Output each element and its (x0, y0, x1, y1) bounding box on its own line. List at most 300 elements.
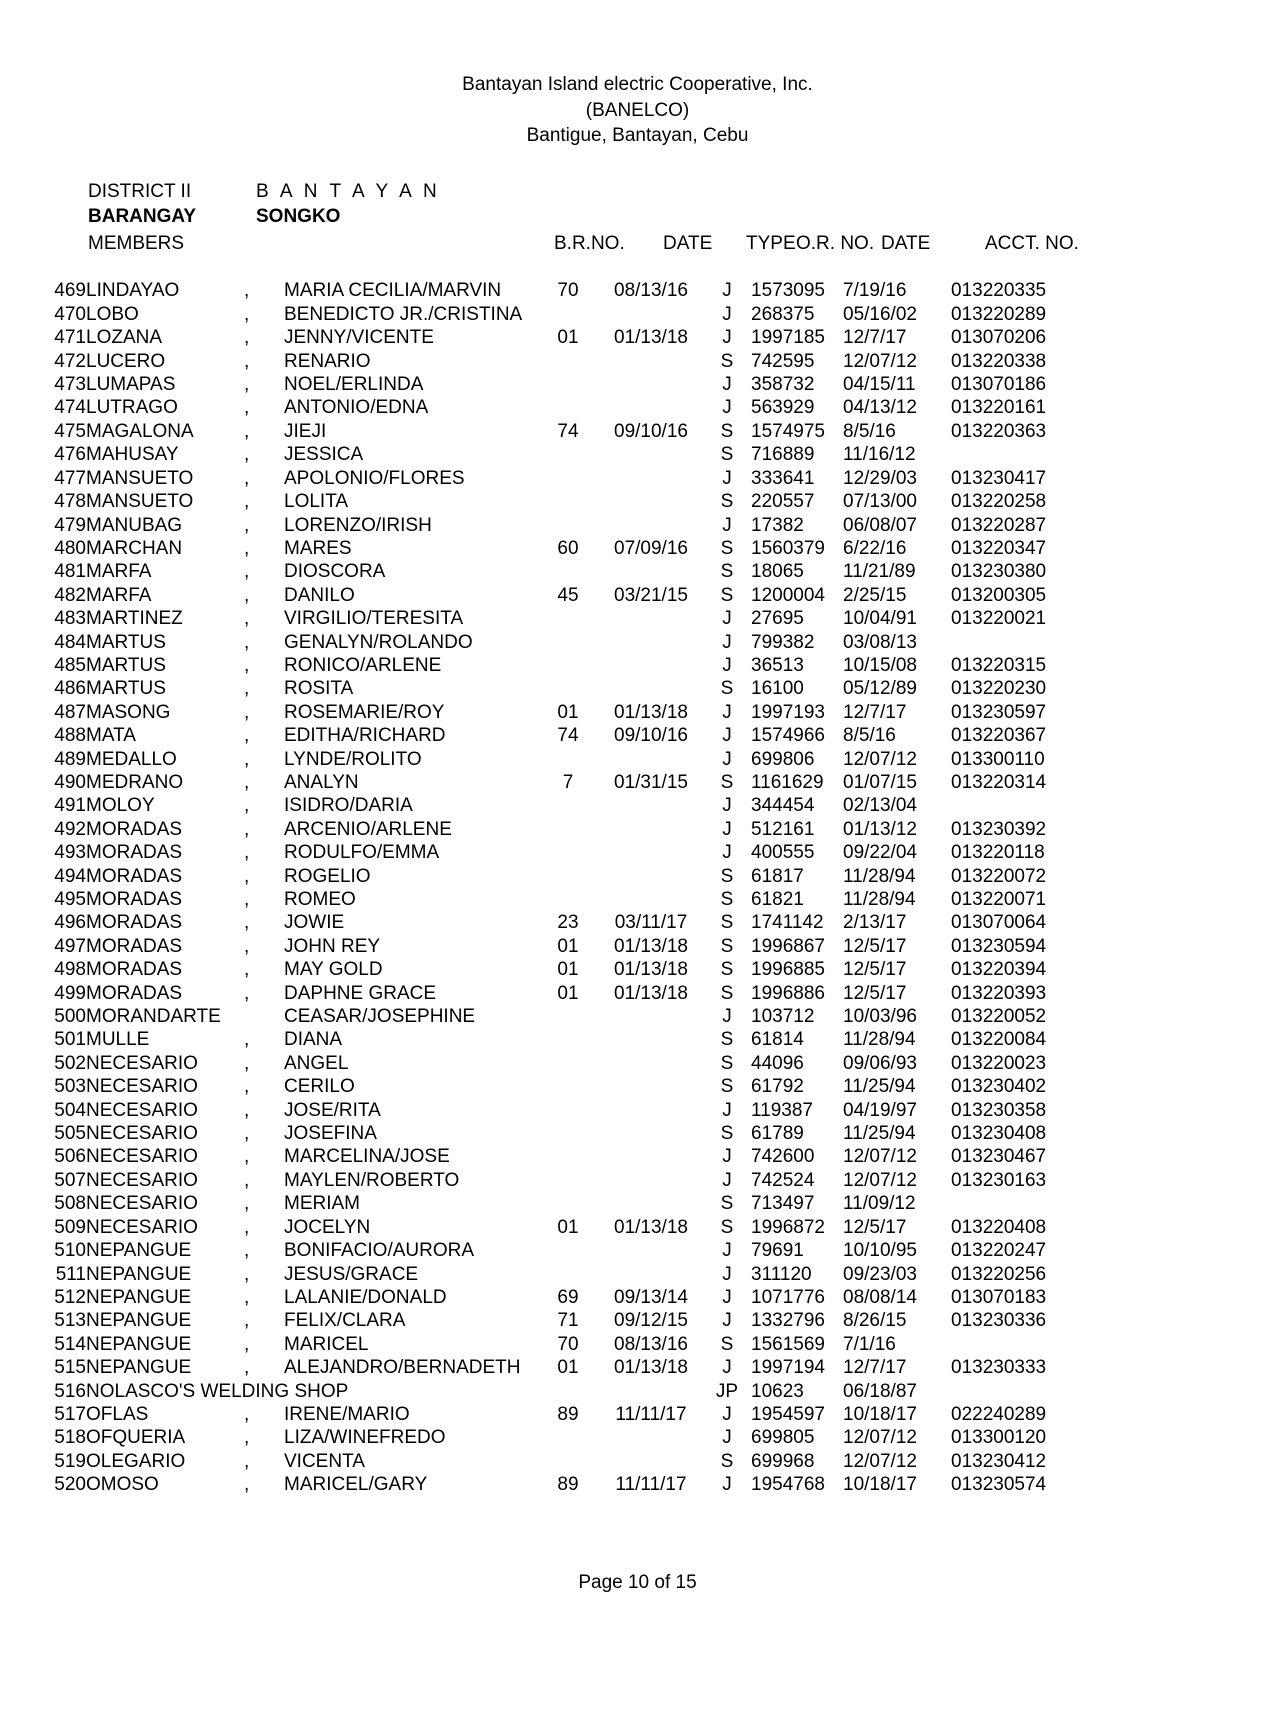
table-row (44, 1356, 1071, 1379)
type-value: S (720, 678, 734, 700)
member-first-name: ANALYN (284, 771, 359, 793)
or-date-value: 10/18/17 (843, 1403, 917, 1425)
member-last-name: MARTUS (86, 631, 166, 653)
acct-no-value: 013220256 (951, 1263, 1047, 1285)
or-date-value: 7/1/16 (843, 1333, 896, 1355)
table-row (44, 420, 1071, 443)
table-row (44, 631, 1071, 654)
table-row (44, 818, 1071, 841)
row-number: 511 (55, 1263, 86, 1285)
br-no-value (537, 1122, 599, 1145)
member-first-name: APOLONIO/FLORES (284, 467, 465, 489)
row-number: 502 (54, 1052, 86, 1074)
member-first-name: ROMEO (284, 889, 356, 911)
type-value: J (722, 725, 732, 747)
br-no-value: 45 (557, 584, 579, 606)
type-value: J (722, 467, 732, 489)
member-last-name: MORANDARTE (86, 1006, 221, 1028)
br-date-value (599, 1192, 703, 1215)
type-value: J (722, 1286, 732, 1308)
type-value: S (720, 537, 734, 559)
members-table (44, 279, 1071, 1496)
member-last-name: MARFA (86, 561, 152, 583)
row-number: 477 (54, 467, 86, 489)
row-number: 471 (54, 327, 86, 349)
or-no-value: 716889 (751, 444, 815, 466)
acct-no-value: 013230408 (951, 1123, 1047, 1145)
name-separator: , (244, 1474, 250, 1496)
member-first-name: ALEJANDRO/BERNADETH (284, 1357, 521, 1379)
or-no-value: 512161 (751, 818, 815, 840)
member-last-name: OLEGARIO (86, 1450, 186, 1472)
member-last-name: NECESARIO (86, 1216, 198, 1238)
br-date-value (599, 888, 703, 911)
or-date-value: 12/07/12 (843, 1169, 917, 1191)
or-date-value: 12/7/17 (843, 1357, 907, 1379)
table-row (44, 1286, 1071, 1309)
or-no-value: 1997185 (751, 327, 825, 349)
br-date-value (599, 1145, 703, 1168)
member-last-name: NEPANGUE (86, 1333, 192, 1355)
br-date-value: 11/11/17 (615, 1474, 687, 1496)
row-number: 476 (54, 444, 86, 466)
br-no-value (537, 1169, 599, 1192)
br-no-value (537, 1005, 599, 1028)
members-header: MEMBERS (88, 233, 185, 255)
name-separator: , (244, 1029, 250, 1051)
or-no-value: 742600 (751, 1146, 815, 1168)
table-row (44, 888, 1071, 911)
type-value: S (720, 1333, 734, 1355)
row-number: 506 (54, 1146, 86, 1168)
or-date-value: 11/28/94 (843, 889, 916, 911)
or-no-value: 1997193 (751, 701, 825, 723)
br-date-value: 01/13/18 (614, 701, 688, 723)
or-date-value: 08/08/14 (843, 1286, 917, 1308)
or-no-value: 1741142 (751, 912, 824, 934)
br-date-value (599, 1099, 703, 1122)
br-date-header: DATE (663, 233, 713, 255)
br-date-value: 08/13/16 (614, 280, 688, 302)
member-last-name: MORADAS (86, 912, 183, 934)
br-no-value (537, 1099, 599, 1122)
table-row (44, 514, 1071, 537)
member-last-name: MAGALONA (86, 420, 194, 442)
or-no-value: 61789 (751, 1123, 804, 1145)
br-no-value (537, 1075, 599, 1098)
name-separator: , (244, 935, 250, 957)
member-first-name: ROSEMARIE/ROY (284, 701, 445, 723)
row-number: 485 (54, 654, 86, 676)
member-first-name: LIZA/WINEFREDO (284, 1427, 446, 1449)
member-last-name: LUTRAGO (86, 397, 178, 419)
br-date-value (599, 1263, 703, 1286)
member-first-name: DANILO (284, 584, 355, 606)
br-no-value (537, 1239, 599, 1262)
br-no-value: 01 (557, 701, 579, 723)
table-row (44, 373, 1071, 396)
or-date-value: 12/29/03 (843, 467, 917, 489)
member-last-name: MEDRANO (86, 771, 184, 793)
or-no-value: 61814 (751, 1029, 804, 1051)
or-date-value: 09/06/93 (843, 1052, 917, 1074)
or-no-value: 119387 (751, 1099, 813, 1121)
table-row (44, 443, 1071, 466)
br-date-value: 01/13/18 (614, 935, 688, 957)
br-no-value (537, 1380, 599, 1403)
page-footer: Page 10 of 15 (578, 1572, 697, 1593)
or-no-value: 699805 (751, 1427, 815, 1449)
row-number: 480 (54, 537, 86, 559)
type-value: J (722, 818, 732, 840)
acct-no-value: 013220338 (951, 350, 1047, 372)
br-date-value (599, 1122, 703, 1145)
table-row (44, 654, 1071, 677)
member-last-name: NECESARIO (86, 1193, 198, 1215)
table-row (44, 748, 1071, 771)
acct-no-value: 013230417 (951, 467, 1047, 489)
type-value: S (720, 771, 734, 793)
br-no-header: B.R.NO. (554, 233, 625, 255)
member-last-name: LUCERO (86, 350, 166, 372)
acct-no-value: 013230336 (951, 1310, 1047, 1332)
br-date-value (599, 560, 703, 583)
type-header: TYPE (746, 233, 796, 255)
br-no-value (537, 865, 599, 888)
acct-no-value: 013220023 (951, 1052, 1047, 1074)
table-row (44, 1263, 1071, 1286)
row-number: 495 (54, 889, 86, 911)
br-no-value (537, 1028, 599, 1051)
type-value: J (722, 327, 732, 349)
member-last-name: NECESARIO (86, 1076, 198, 1098)
br-date-value (599, 1169, 703, 1192)
or-no-value: 268375 (751, 303, 815, 325)
br-no-value: 89 (557, 1474, 579, 1496)
type-value: S (720, 912, 734, 934)
member-last-name: MARTINEZ (86, 608, 183, 630)
table-row (44, 1192, 1071, 1215)
member-first-name: MAY GOLD (284, 959, 383, 981)
member-first-name: MERIAM (284, 1193, 360, 1215)
acct-no-header: ACCT. NO. (985, 233, 1079, 255)
type-value: J (722, 1240, 732, 1262)
br-no-value: 01 (557, 982, 579, 1004)
acct-no-value: 013220071 (951, 889, 1047, 911)
or-no-value: 1954597 (751, 1403, 825, 1425)
member-last-name: MASONG (86, 701, 171, 723)
member-first-name: RODULFO/EMMA (284, 842, 440, 864)
row-number: 494 (54, 865, 86, 887)
row-number: 481 (54, 561, 86, 583)
type-value: J (722, 303, 732, 325)
or-no-value: 44096 (751, 1052, 804, 1074)
name-separator: , (244, 748, 250, 770)
type-value: J (722, 1403, 732, 1425)
member-first-name: MAYLEN/ROBERTO (284, 1169, 460, 1191)
or-no-value: 333641 (751, 467, 815, 489)
type-value: J (722, 1099, 732, 1121)
name-separator: , (244, 514, 250, 536)
or-no-value: 344454 (751, 795, 815, 817)
acct-no-value: 013220335 (951, 280, 1047, 302)
or-no-value: 1071776 (751, 1286, 825, 1308)
br-no-value (537, 443, 599, 466)
member-last-name: MANUBAG (86, 514, 183, 536)
barangay-label: BARANGAY (88, 206, 197, 228)
acct-no-value: 013220247 (951, 1240, 1047, 1262)
br-no-value: 01 (557, 327, 579, 349)
row-number: 473 (54, 374, 86, 396)
br-date-value (599, 514, 703, 537)
br-no-value (537, 607, 599, 630)
member-first-name: MARIA CECILIA/MARVIN (284, 280, 502, 302)
br-no-value (537, 818, 599, 841)
or-date-value: 12/5/17 (843, 935, 907, 957)
row-number: 520 (54, 1474, 86, 1496)
acct-no-value (951, 443, 1071, 466)
column-headers (88, 233, 1275, 259)
acct-no-value: 013300110 (951, 748, 1045, 770)
member-last-name: NECESARIO (86, 1146, 198, 1168)
acct-no-value: 013230402 (951, 1076, 1047, 1098)
member-first-name: MARICEL/GARY (284, 1474, 428, 1496)
table-row (44, 396, 1071, 419)
or-date-value: 04/15/11 (843, 374, 916, 396)
type-value: S (720, 1450, 734, 1472)
acct-no-value: 013070186 (951, 374, 1047, 396)
br-no-value: 01 (557, 959, 579, 981)
br-no-value: 69 (557, 1286, 579, 1308)
type-value: J (722, 514, 732, 536)
or-date-value: 8/5/16 (843, 420, 896, 442)
table-row (44, 560, 1071, 583)
table-row (44, 279, 1071, 302)
type-value: J (722, 748, 732, 770)
row-number: 482 (54, 584, 86, 606)
member-first-name: DIANA (284, 1029, 343, 1051)
member-first-name: ROGELIO (284, 865, 371, 887)
name-separator (244, 1005, 284, 1028)
member-last-name: NECESARIO (86, 1052, 198, 1074)
or-no-header: O.R. NO. (796, 233, 875, 255)
or-date-value: 12/5/17 (843, 982, 907, 1004)
table-row (44, 724, 1071, 747)
acct-no-value: 013230392 (951, 818, 1047, 840)
br-date-value: 09/13/14 (614, 1286, 688, 1308)
acct-no-value: 022240289 (951, 1403, 1047, 1425)
member-last-name: MEDALLO (86, 748, 177, 770)
br-date-value: 09/10/16 (614, 420, 688, 442)
name-separator: , (244, 982, 250, 1004)
br-date-value: 09/12/15 (614, 1310, 688, 1332)
member-last-name: MANSUETO (86, 467, 194, 489)
type-value: S (720, 444, 734, 466)
district-label: DISTRICT II (88, 180, 192, 202)
row-number: 516 (54, 1380, 86, 1402)
br-date-value: 01/31/15 (614, 771, 688, 793)
acct-no-value: 013220367 (951, 725, 1047, 747)
or-date-value: 09/23/03 (843, 1263, 917, 1285)
type-value: S (720, 1193, 734, 1215)
type-value: J (722, 397, 732, 419)
row-number: 470 (54, 303, 86, 325)
member-first-name: CERILO (284, 1076, 355, 1098)
or-date-value: 12/5/17 (843, 959, 907, 981)
name-separator: , (244, 1357, 250, 1379)
member-first-name: FELIX/CLARA (284, 1310, 406, 1332)
table-row (44, 841, 1071, 864)
name-separator: , (244, 654, 250, 676)
table-row (44, 1473, 1071, 1496)
or-no-value: 220557 (751, 491, 815, 513)
coop-abbrev: (BANELCO) (585, 99, 690, 121)
type-value: S (720, 1029, 734, 1051)
member-last-name: MORADAS (86, 865, 183, 887)
row-number: 515 (54, 1357, 86, 1379)
name-separator: , (244, 1263, 250, 1285)
or-no-value: 61817 (751, 865, 804, 887)
member-first-name: VIRGILIO/TERESITA (284, 608, 464, 630)
name-separator: , (244, 701, 250, 723)
name-separator: , (244, 1099, 250, 1121)
br-date-value (599, 748, 703, 771)
row-number: 472 (54, 350, 86, 372)
br-date-value: 07/09/16 (614, 537, 688, 559)
or-no-value: 18065 (751, 561, 804, 583)
acct-no-value: 013220289 (951, 303, 1047, 325)
member-last-name: NEPANGUE (86, 1263, 192, 1285)
name-separator: , (244, 842, 250, 864)
table-row (44, 1075, 1071, 1098)
or-no-value: 400555 (751, 842, 815, 864)
row-number: 499 (54, 982, 86, 1004)
or-date-value: 8/5/16 (843, 725, 896, 747)
br-date-value: 01/13/18 (614, 1216, 688, 1238)
name-separator: , (244, 1052, 250, 1074)
member-first-name: JESSICA (284, 444, 364, 466)
type-value: S (720, 959, 734, 981)
br-date-value (599, 865, 703, 888)
or-no-value: 563929 (751, 397, 815, 419)
row-number: 519 (54, 1450, 86, 1472)
member-last-name: NEPANGUE (86, 1240, 192, 1262)
type-value: J (722, 795, 732, 817)
table-row (44, 982, 1071, 1005)
member-first-name: JOSEFINA (284, 1123, 377, 1145)
table-row (44, 1239, 1071, 1262)
member-first-name: ISIDRO/DARIA (284, 795, 413, 817)
or-no-value: 1996886 (751, 982, 825, 1004)
member-last-name: LUMAPAS (86, 374, 176, 396)
name-separator: , (244, 1076, 250, 1098)
acct-no-value (951, 794, 1071, 817)
document-page (0, 72, 1275, 1722)
barangay-value: SONGKO (256, 206, 341, 228)
acct-no-value (951, 1380, 1071, 1403)
type-value: J (722, 608, 732, 630)
row-number: 503 (54, 1076, 86, 1098)
type-value: J (722, 1146, 732, 1168)
member-first-name: LYNDE/ROLITO (284, 748, 422, 770)
table-row (44, 1426, 1071, 1449)
member-first-name: JOCELYN (284, 1216, 371, 1238)
member-last-name: NEPANGUE (86, 1357, 192, 1379)
or-date-value: 11/16/12 (843, 444, 916, 466)
br-no-value (537, 373, 599, 396)
or-date-value: 7/19/16 (843, 280, 907, 302)
br-no-value: 01 (557, 1357, 579, 1379)
type-value: J (722, 1169, 732, 1191)
or-date-value: 11/09/12 (843, 1193, 916, 1215)
acct-no-value: 013070183 (951, 1286, 1047, 1308)
or-date-header: DATE (881, 233, 931, 255)
br-no-value (537, 1263, 599, 1286)
or-date-value: 06/18/87 (843, 1380, 917, 1402)
acct-no-value: 013220408 (951, 1216, 1047, 1238)
name-separator: , (244, 1216, 250, 1238)
acct-no-value: 013230594 (951, 935, 1047, 957)
br-no-value (537, 794, 599, 817)
member-last-name: NOLASCO'S WELDING SHOP (86, 1380, 349, 1402)
or-date-value: 10/10/95 (843, 1240, 917, 1262)
or-date-value: 06/08/07 (843, 514, 917, 536)
or-no-value: 1996867 (751, 935, 825, 957)
member-first-name: ARCENIO/ARLENE (284, 818, 452, 840)
or-no-value: 799382 (751, 631, 815, 653)
or-no-value: 713497 (751, 1193, 815, 1215)
or-date-value: 05/16/02 (843, 303, 917, 325)
type-value: S (720, 1216, 734, 1238)
name-separator: , (244, 912, 250, 934)
or-date-value: 02/13/04 (843, 795, 917, 817)
or-date-value: 10/04/91 (843, 608, 917, 630)
member-first-name: JENNY/VICENTE (284, 327, 434, 349)
table-row (44, 1216, 1071, 1239)
br-no-value (537, 654, 599, 677)
br-date-value (599, 396, 703, 419)
br-date-value: 01/13/18 (614, 959, 688, 981)
member-first-name: CEASAR/JOSEPHINE (284, 1006, 476, 1028)
name-separator: , (244, 491, 250, 513)
row-number: 512 (54, 1286, 86, 1308)
document-header (0, 72, 1275, 149)
br-date-value (599, 1005, 703, 1028)
type-value: S (720, 561, 734, 583)
br-no-value (537, 631, 599, 654)
type-value: S (720, 1123, 734, 1145)
member-first-name: LALANIE/DONALD (284, 1286, 447, 1308)
br-no-value (537, 1145, 599, 1168)
name-separator: , (244, 467, 250, 489)
table-row (44, 303, 1071, 326)
table-row (44, 1028, 1071, 1051)
br-no-value (537, 350, 599, 373)
member-first-name: JOWIE (284, 912, 345, 934)
br-no-value (537, 1450, 599, 1473)
name-separator: , (244, 327, 250, 349)
acct-no-value: 013220394 (951, 959, 1047, 981)
member-first-name: VICENTA (284, 1450, 365, 1472)
acct-no-value: 013230333 (951, 1357, 1047, 1379)
br-date-value: 08/13/16 (614, 1333, 688, 1355)
member-last-name: MATA (86, 725, 136, 747)
member-first-name: RONICO/ARLENE (284, 654, 442, 676)
member-last-name: NEPANGUE (86, 1286, 192, 1308)
br-no-value: 71 (557, 1310, 579, 1332)
or-date-value: 2/25/15 (843, 584, 907, 606)
or-no-value: 1996872 (751, 1216, 825, 1238)
